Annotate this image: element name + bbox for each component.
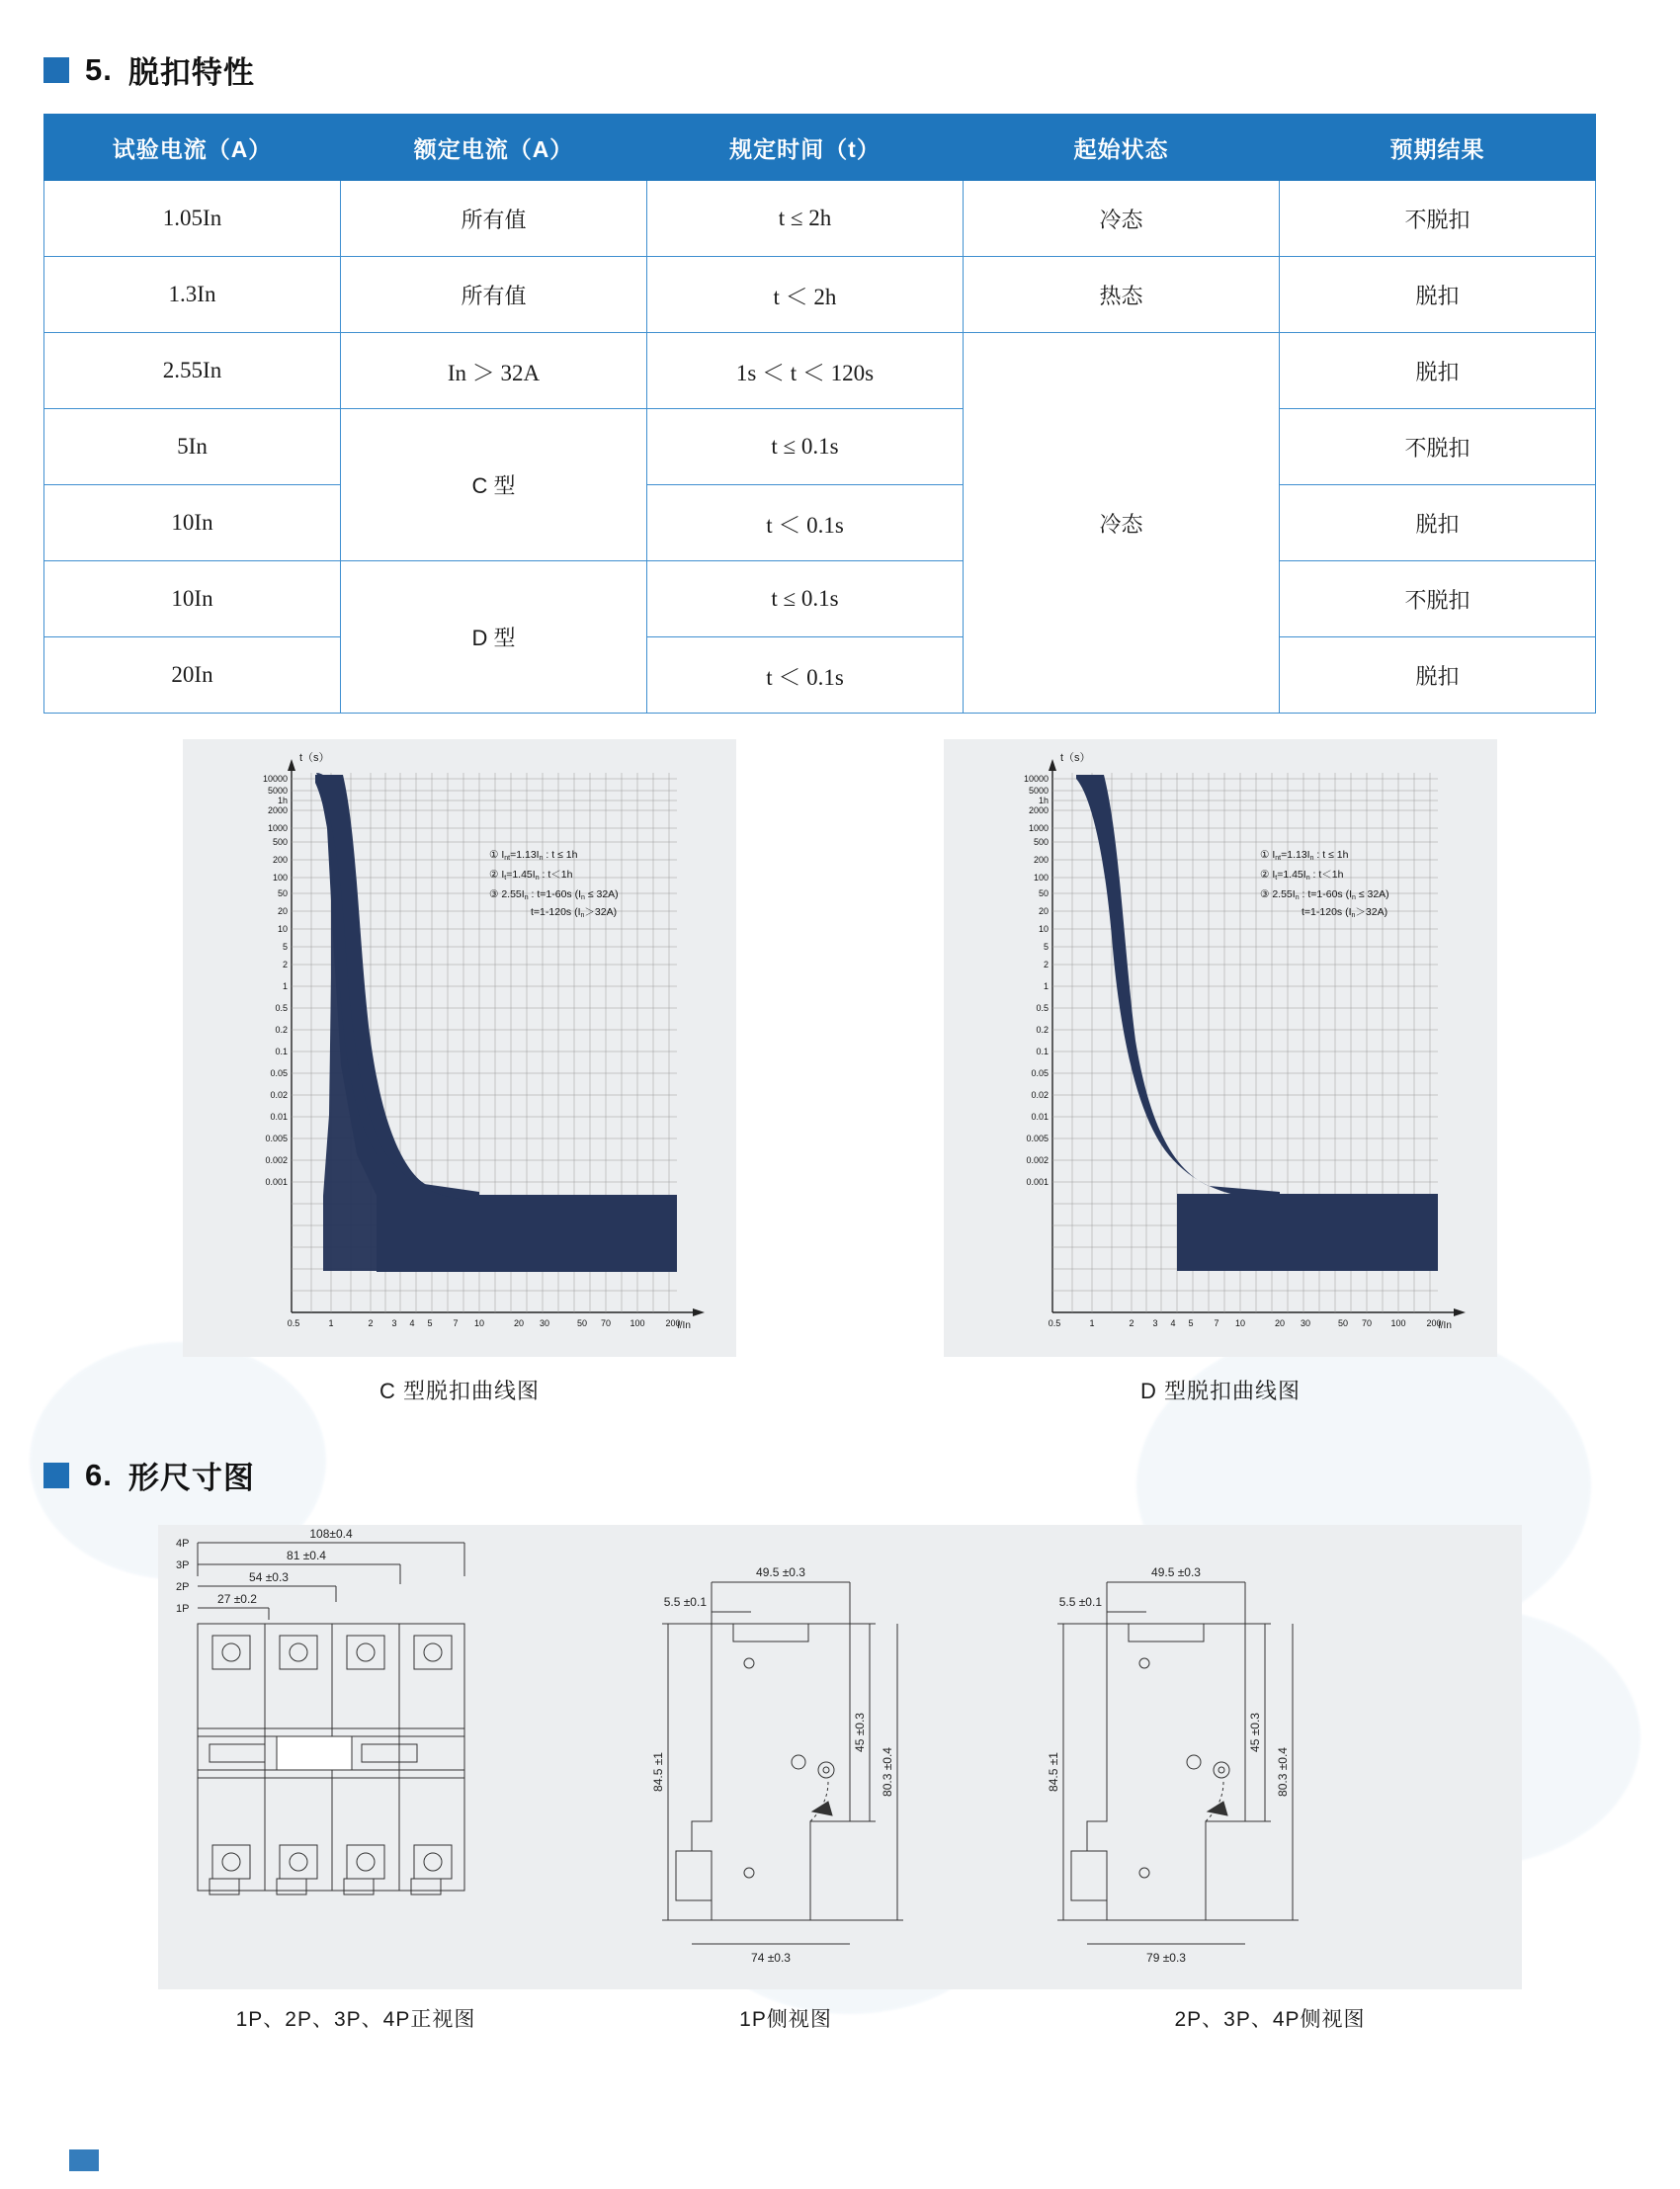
svg-text:20: 20 — [1038, 906, 1049, 916]
svg-text:70: 70 — [600, 1318, 612, 1328]
svg-text:3: 3 — [1152, 1318, 1158, 1328]
svg-text:5: 5 — [1188, 1318, 1194, 1328]
dimension-captions — [158, 2003, 1522, 2033]
dim-multi-bottom: 79 ±0.3 — [1146, 1951, 1186, 1965]
cell-expected-result: 脱扣 — [1280, 257, 1596, 333]
svg-text:50: 50 — [1038, 888, 1049, 898]
svg-text:0.2: 0.2 — [275, 1025, 288, 1035]
svg-text:0.001: 0.001 — [1026, 1177, 1049, 1187]
svg-text:0 — [283, 1285, 288, 1295]
svg-text:100: 100 — [1390, 1318, 1406, 1328]
table-header-row — [44, 115, 1596, 181]
svg-text:③ 2.55In : t=1-60s (In ≤ 32A): ③ 2.55In : t=1-60s (In ≤ 32A) — [489, 888, 619, 901]
cell-test-current: 20In — [44, 637, 341, 714]
svg-text:70: 70 — [1361, 1318, 1373, 1328]
svg-text:500: 500 — [1033, 837, 1049, 847]
cell-time: t ＜ 0.1s — [647, 485, 964, 561]
cell-expected-result: 不脱扣 — [1280, 409, 1596, 485]
chart-panel-d — [944, 739, 1497, 1357]
svg-text:4: 4 — [1170, 1318, 1176, 1328]
svg-text:50: 50 — [576, 1318, 588, 1328]
svg-text:0.5: 0.5 — [1048, 1318, 1061, 1328]
cell-rated-current: D 型 — [341, 561, 647, 714]
svg-text:① Int=1.13In : t ≤ 1h: ① Int=1.13In : t ≤ 1h — [489, 849, 578, 862]
y-tick-labels-c — [263, 774, 288, 1187]
chart-caption-d: D 型脱扣曲线图 — [1139, 1379, 1301, 1403]
svg-text:50: 50 — [277, 888, 288, 898]
dimension-drawings-panel — [158, 1525, 1522, 1989]
svg-text:③ 2.55In : t=1-60s (In ≤ 32A): ③ 2.55In : t=1-60s (In ≤ 32A) — [1260, 888, 1389, 901]
svg-text:30: 30 — [539, 1318, 550, 1328]
svg-text:0.1: 0.1 — [1036, 1047, 1049, 1056]
cell-time: 1s ＜ t ＜ 120s — [647, 333, 964, 409]
svg-text:200: 200 — [1033, 855, 1049, 865]
svg-text:② It=1.45In : t＜1h: ② It=1.45In : t＜1h — [489, 869, 573, 882]
section-bullet-icon — [43, 57, 69, 83]
section-index: 5. — [85, 51, 113, 87]
cell-time: t ＜ 0.1s — [647, 637, 964, 714]
cell-rated-current: C 型 — [341, 409, 647, 561]
svg-text:200: 200 — [1426, 1318, 1442, 1328]
cell-test-current: 10In — [44, 561, 341, 637]
svg-text:1: 1 — [282, 981, 288, 991]
chart-block-c — [183, 739, 736, 1405]
svg-text:100: 100 — [630, 1318, 645, 1328]
svg-text:5000: 5000 — [1028, 786, 1049, 796]
cell-time: t ≤ 2h — [647, 181, 964, 257]
svg-text:5: 5 — [1043, 942, 1049, 952]
pole-label-3p: 3P — [176, 1559, 190, 1571]
svg-text:5000: 5000 — [267, 786, 288, 796]
svg-text:② It=1.45In : t＜1h: ② It=1.45In : t＜1h — [1260, 869, 1344, 882]
chart-panel-c — [183, 739, 736, 1357]
svg-text:1: 1 — [328, 1318, 334, 1328]
svg-text:2000: 2000 — [267, 805, 288, 815]
svg-text:2: 2 — [282, 960, 288, 969]
svg-text:4: 4 — [409, 1318, 415, 1328]
svg-text:1: 1 — [1089, 1318, 1095, 1328]
cell-initial-state: 冷态 — [964, 181, 1280, 257]
dim-1p-bottom: 74 ±0.3 — [751, 1951, 791, 1965]
x-tick-labels-c — [288, 1318, 681, 1328]
x-axis-label: I/In — [1438, 1320, 1452, 1331]
cell-test-current: 1.3In — [44, 257, 341, 333]
dim-1p-45: 45 ±0.3 — [853, 1713, 867, 1752]
table-row — [44, 181, 1596, 257]
svg-text:0.002: 0.002 — [1026, 1155, 1049, 1165]
dim-multi-height: 84.5 ±1 — [1047, 1752, 1060, 1792]
side-view-multi-drawing — [1047, 1565, 1299, 1965]
cell-expected-result: 脱扣 — [1280, 485, 1596, 561]
table-header-cell: 起始状态 — [964, 115, 1280, 181]
svg-text:t=1-120s (In＞32A): t=1-120s (In＞32A) — [1302, 906, 1388, 919]
svg-text:3: 3 — [391, 1318, 397, 1328]
y-axis-label: t（s） — [299, 752, 330, 764]
svg-text:10: 10 — [473, 1318, 485, 1328]
svg-text:5: 5 — [427, 1318, 433, 1328]
cell-rated-current: 所有值 — [341, 257, 647, 333]
svg-text:10000: 10000 — [1023, 774, 1049, 784]
cell-test-current: 10In — [44, 485, 341, 561]
cell-rated-current: 所有值 — [341, 181, 647, 257]
svg-text:0.05: 0.05 — [270, 1068, 288, 1078]
svg-text:2: 2 — [1043, 960, 1049, 969]
svg-text:20: 20 — [1274, 1318, 1286, 1328]
caption-front-view: 1P、2P、3P、4P正视图 — [235, 2008, 476, 2031]
svg-text:10000: 10000 — [262, 774, 288, 784]
svg-text:2: 2 — [368, 1318, 374, 1328]
dim-81: 81 ±0.4 — [287, 1549, 326, 1562]
cell-rated-current: In ＞ 32A — [341, 333, 647, 409]
svg-text:1h: 1h — [1038, 796, 1049, 805]
svg-text:① Int=1.13In : t ≤ 1h: ① Int=1.13In : t ≤ 1h — [1260, 849, 1349, 862]
dim-multi-top: 49.5 ±0.3 — [1151, 1565, 1201, 1579]
cell-expected-result: 不脱扣 — [1280, 181, 1596, 257]
svg-text:1: 1 — [1043, 981, 1049, 991]
section-heading-trip-characteristics — [43, 47, 1637, 92]
y-tick-labels-d — [1024, 774, 1049, 1187]
cell-test-current: 5In — [44, 409, 341, 485]
svg-text:0.1: 0.1 — [275, 1047, 288, 1056]
table-row — [44, 257, 1596, 333]
svg-text:5: 5 — [282, 942, 288, 952]
page-footer-mark — [69, 2149, 99, 2171]
cell-test-current: 1.05In — [44, 181, 341, 257]
svg-text:100: 100 — [1033, 873, 1049, 883]
svg-text:0.5: 0.5 — [1036, 1003, 1049, 1013]
dim-multi-45: 45 ±0.3 — [1248, 1713, 1262, 1752]
table-row — [44, 561, 1596, 637]
dimension-drawings-svg — [158, 1525, 1522, 1989]
svg-text:1h: 1h — [277, 796, 288, 805]
dim-1p-height: 84.5 ±1 — [651, 1752, 665, 1792]
dim-1p-left-small: 5.5 ±0.1 — [663, 1595, 707, 1609]
svg-text:30: 30 — [1300, 1318, 1311, 1328]
table-header-cell: 试验电流（A） — [44, 115, 341, 181]
svg-text:1000: 1000 — [1028, 823, 1049, 833]
svg-text:10: 10 — [1038, 924, 1049, 934]
table-header-cell: 预期结果 — [1280, 115, 1596, 181]
cell-time: t ≤ 0.1s — [647, 561, 964, 637]
svg-text:200: 200 — [272, 855, 288, 865]
dim-1p-top: 49.5 ±0.3 — [756, 1565, 805, 1579]
dim-108: 108±0.4 — [309, 1527, 353, 1541]
section-title: 脱扣特性 — [127, 55, 255, 90]
cell-expected-result: 不脱扣 — [1280, 561, 1596, 637]
svg-text:7: 7 — [453, 1318, 459, 1328]
svg-text:0.02: 0.02 — [270, 1090, 288, 1100]
section-index: 6. — [85, 1457, 113, 1492]
svg-text:2000: 2000 — [1028, 805, 1049, 815]
cell-initial-state: 冷态 — [964, 333, 1280, 714]
svg-text:0.5: 0.5 — [287, 1318, 300, 1328]
svg-text:100: 100 — [272, 873, 288, 883]
svg-text:0.002: 0.002 — [265, 1155, 288, 1165]
dim-multi-left-small: 5.5 ±0.1 — [1058, 1595, 1102, 1609]
svg-text:7: 7 — [1214, 1318, 1219, 1328]
cell-test-current: 2.55In — [44, 333, 341, 409]
pole-label-4p: 4P — [176, 1538, 190, 1550]
svg-text:10: 10 — [277, 924, 288, 934]
svg-text:0.005: 0.005 — [265, 1134, 288, 1143]
svg-text:200: 200 — [665, 1318, 681, 1328]
x-axis-label: I/In — [677, 1320, 691, 1331]
trip-characteristics-table — [43, 114, 1596, 714]
svg-text:20: 20 — [513, 1318, 525, 1328]
dim-27: 27 ±0.2 — [217, 1592, 257, 1606]
cell-expected-result: 脱扣 — [1280, 637, 1596, 714]
chart-notes-c — [489, 849, 619, 919]
svg-text:50: 50 — [1337, 1318, 1349, 1328]
table-row — [44, 485, 1596, 561]
table-header-cell: 规定时间（t） — [647, 115, 964, 181]
section-title: 形尺寸图 — [127, 1461, 255, 1495]
svg-text:0.02: 0.02 — [1031, 1090, 1049, 1100]
chart-block-d — [944, 739, 1497, 1405]
svg-text:500: 500 — [272, 837, 288, 847]
d-curve-svg — [944, 739, 1497, 1357]
section-bullet-icon — [43, 1463, 69, 1488]
svg-text:0.2: 0.2 — [1036, 1025, 1049, 1035]
svg-text:0.05: 0.05 — [1031, 1068, 1049, 1078]
cell-expected-result: 脱扣 — [1280, 333, 1596, 409]
front-view-drawing — [176, 1527, 464, 1894]
cell-initial-state: 热态 — [964, 257, 1280, 333]
svg-text:10: 10 — [1234, 1318, 1246, 1328]
svg-text:0.01: 0.01 — [1031, 1112, 1049, 1122]
svg-text:0.005: 0.005 — [1026, 1134, 1049, 1143]
cell-time: t ＜ 2h — [647, 257, 964, 333]
pole-label-2p: 2P — [176, 1581, 190, 1593]
table-row — [44, 333, 1596, 409]
x-tick-labels-d — [1049, 1318, 1442, 1328]
dim-54: 54 ±0.3 — [249, 1570, 289, 1584]
table-row — [44, 409, 1596, 485]
dim-1p-80: 80.3 ±0.4 — [881, 1747, 894, 1797]
svg-text:20: 20 — [277, 906, 288, 916]
c-curve-svg — [183, 739, 736, 1357]
svg-text:0.01: 0.01 — [270, 1112, 288, 1122]
svg-text:0.5: 0.5 — [275, 1003, 288, 1013]
svg-text:1000: 1000 — [267, 823, 288, 833]
table-header-cell: 额定电流（A） — [341, 115, 647, 181]
dim-multi-80: 80.3 ±0.4 — [1276, 1747, 1290, 1797]
svg-text:2: 2 — [1129, 1318, 1134, 1328]
svg-text:t=1-120s (In＞32A): t=1-120s (In＞32A) — [531, 906, 618, 919]
caption-1p-side-view: 1P侧视图 — [739, 2008, 832, 2031]
trip-curve-charts — [43, 739, 1637, 1405]
svg-text:0.001: 0.001 — [265, 1177, 288, 1187]
table-row — [44, 637, 1596, 714]
cell-time: t ≤ 0.1s — [647, 409, 964, 485]
chart-caption-c: C 型脱扣曲线图 — [378, 1379, 540, 1403]
section-heading-dimensions — [43, 1453, 1637, 1497]
chart-notes-d — [1260, 849, 1389, 919]
caption-multi-side-view: 2P、3P、4P侧视图 — [1174, 2008, 1366, 2031]
pole-label-1p: 1P — [176, 1603, 190, 1615]
side-view-1p-drawing — [651, 1565, 903, 1965]
y-axis-label: t（s） — [1060, 752, 1091, 764]
